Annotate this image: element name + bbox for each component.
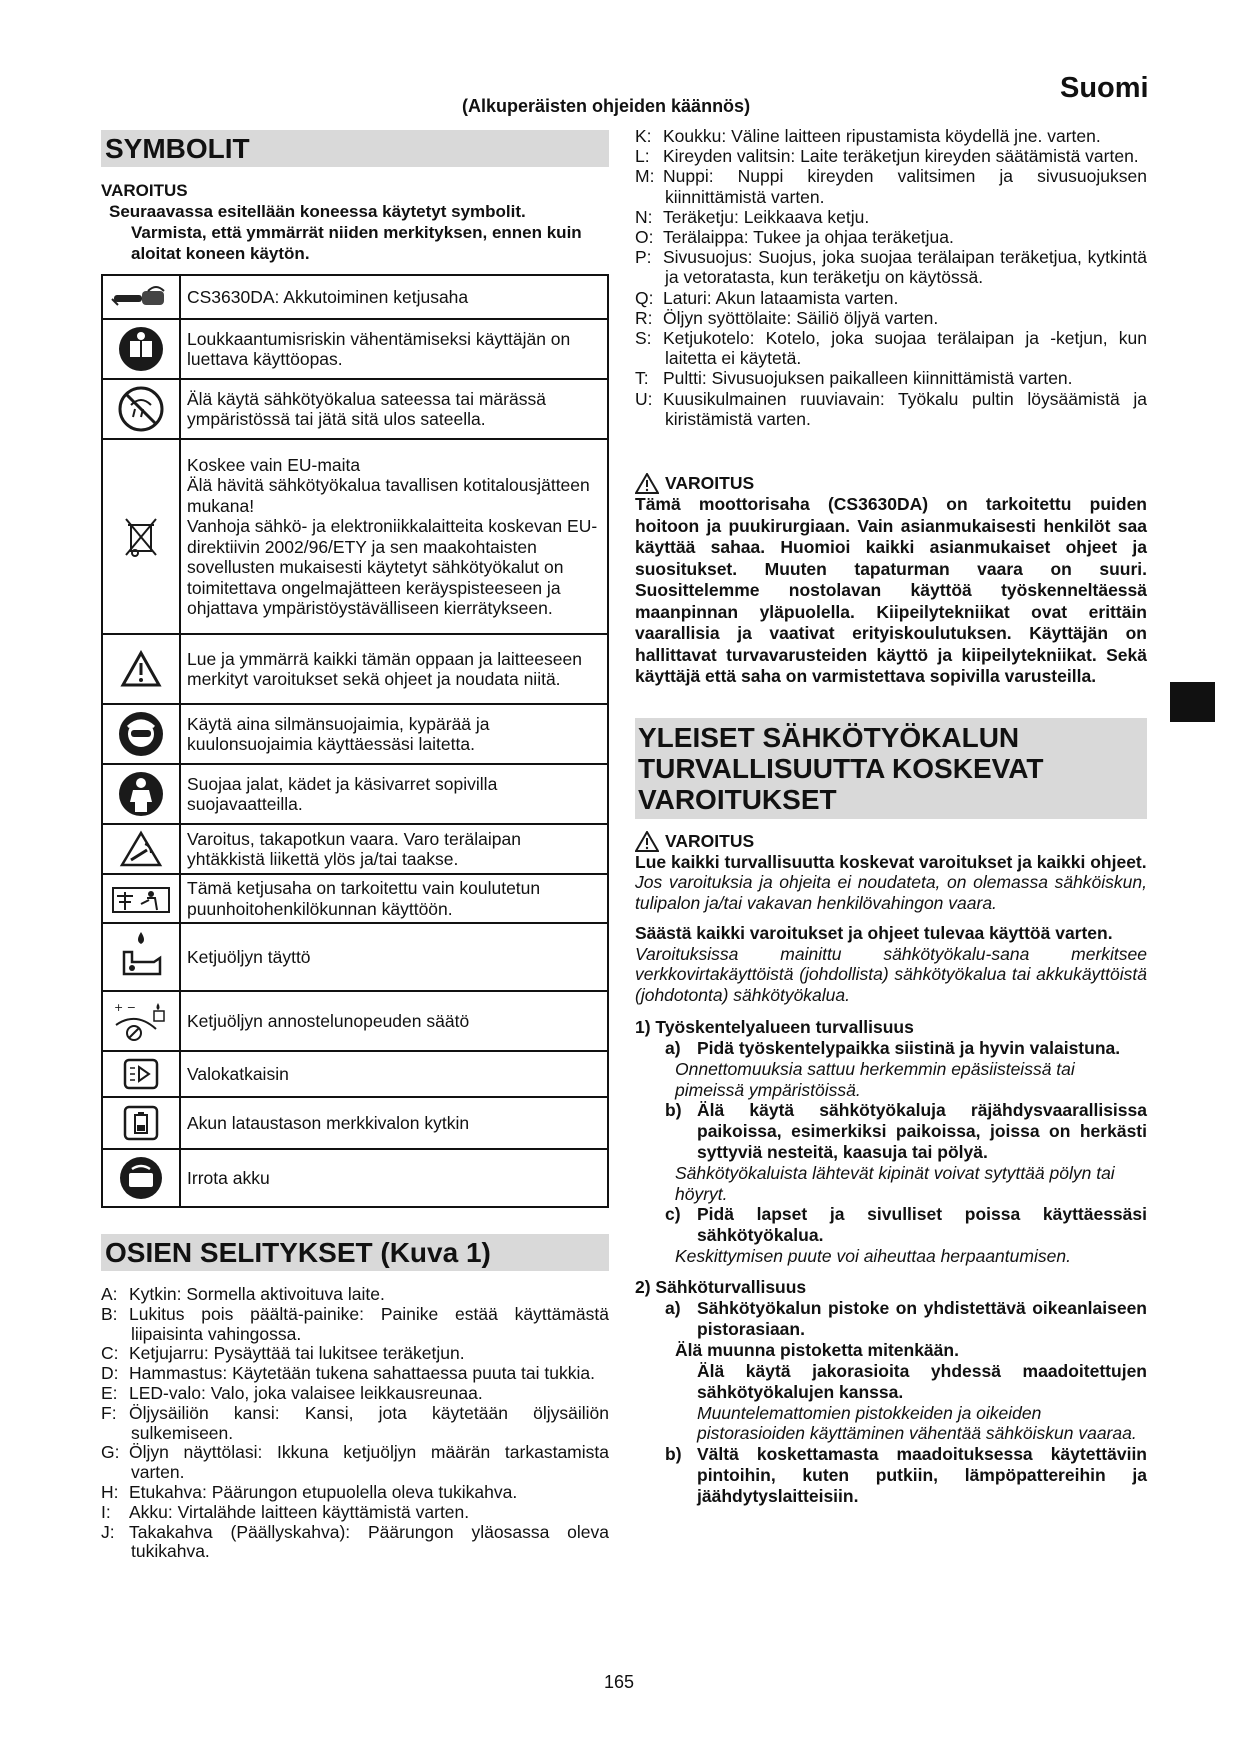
parts-item: K: Koukku: Väline laitteen ripustamista köydellä jne. varten. — [635, 126, 1101, 146]
symbol-text: Koskee vain EU-maita Älä hävitä sähkötyökalua tavallisen kotitalousjätteen mukana! Vanhoja sähkö- ja elektroniikkalaitteita koskevan EU-direktiivin 2002/96/ETY ja sen maakohtaisten sovellusten mukaisesti käytetyt sähkötyökalut on toimitettava ongelmajätteen keräyspisteeseen ja ohjattava ympäristöystävälliseen kierrätykseen. — [180, 439, 608, 634]
svg-text:+ −: + − — [114, 1001, 136, 1014]
parts-item: U: Kuusikulmainen ruuviavain: Työkalu pultin löysäämistä ja kiristämistä varten. — [635, 388, 1147, 429]
symbol-row — [102, 319, 608, 379]
symbol-text: Lue ja ymmärrä kaikki tämän oppaan ja laitteeseen merkityt varoitukset sekä ohjeet ja noudata niitä. — [180, 634, 608, 704]
symbol-row — [102, 634, 608, 704]
symbol-row — [102, 874, 608, 923]
symbol-text: Valokatkaisin — [180, 1051, 608, 1097]
symbols-heading: SYMBOLIT — [101, 130, 609, 167]
symbol-row — [102, 439, 608, 634]
symbol-text: CS3630DA: Akkutoiminen ketjusaha — [180, 275, 608, 319]
parts-item: C: Ketjujarru: Pysäyttää tai lukitsee teräketjun. — [101, 1343, 465, 1364]
parts-heading: OSIEN SELITYKSET (Kuva 1) — [101, 1234, 609, 1271]
safety-item: c) Pidä lapset ja sivulliset poissa käyttäessäsi sähkötyökalua. — [665, 1204, 1147, 1246]
symbol-text: Loukkaantumisriskin vähentämiseksi käyttäjän on luettava käyttöopas. — [180, 319, 608, 379]
symbol-text: Irrota akku — [180, 1149, 608, 1207]
kickback-warning-icon — [102, 824, 180, 874]
symbol-row — [102, 704, 608, 764]
parts-item: D: Hammastus: Käytetään tukena sahattaessa puuta tai tukkia. — [101, 1363, 595, 1384]
general-safety-heading: YLEISET SÄHKÖTYÖKALUN TURVALLISUUTTA KOSKEVAT VAROITUKSET — [635, 718, 1147, 819]
translation-subtitle: (Alkuperäisten ohjeiden käännös) — [462, 96, 751, 116]
parts-item: L: Kireyden valitsin: Laite teräketjun kireyden säätämistä varten. — [635, 146, 1139, 167]
safety-note: Sähkötyökaluista lähtevät kipinät voivat sytyttää pölyn tai höyryt. — [675, 1163, 1115, 1204]
parts-item: J: Takakahva (Päällyskahva): Päärungon yläosassa oleva tukikahva. — [101, 1521, 609, 1562]
safety-item: b) Älä käytä sähkötyökaluja räjähdysvaarallisissa paikoissa, esimerkiksi paikoissa, joissa on herkästi syttyviä nesteitä, kaasuja tai pölyä. — [665, 1100, 1147, 1163]
warning-label: VAROITUS — [665, 830, 755, 851]
symbol-row — [102, 923, 608, 991]
symbols-warning-line1: Seuraavassa esitellään koneessa käytetyt symbolit. — [109, 202, 526, 221]
warning-box-text: Tämä moottorisaha (CS3630DA) on tarkoitettu puiden hoitoon ja puukirurgiaan. Vain asianmukaisesti henkilöt saa käyttää sahaa. Huomioi kaikki asianmukaiset ohjeet ja suositukset. Muuten tapaturman vaara on suuri. Suosittelemme nostolavan käyttöä työskenneltäessä maanpinnan yläpuolella. Kiipeilytekniikat ovat erittäin vaarallisia ja vaativat erityiskoulutuksen. Käyttäjän on hallittavat turvavarusteiden käyttö ja kiipeilytekniikat. Sekä käyttäjä että saha on varmistettava sopivilla varusteilla. — [635, 494, 1147, 687]
read-manual-icon — [102, 319, 180, 379]
no-rain-icon — [102, 379, 180, 439]
right-column — [635, 126, 1147, 1507]
symbol-text: Akun lataustason merkkivalon kytkin — [180, 1097, 608, 1149]
symbols-table — [101, 274, 609, 1208]
page-number: 165 — [604, 1672, 635, 1692]
symbols-warning-text — [101, 201, 609, 264]
left-column — [101, 130, 609, 1562]
read-all-note: Jos varoituksia ja ohjeita ei noudateta, on olemassa sähköiskun, tulipalon ja/tai vakavan henkilövahingon vaara. — [635, 872, 1147, 913]
chainsaw-icon — [102, 275, 180, 319]
general-safety-warning-title — [635, 831, 1147, 852]
remove-battery-icon — [102, 1149, 180, 1207]
parts-item: B: Lukitus pois päältä-painike: Painike estää käyttämästä liipaisinta vahingossa. — [101, 1303, 609, 1344]
parts-item: R: Öljyn syöttölaite: Säiliö öljyä varten. — [635, 307, 939, 328]
parts-item: S: Ketjukotelo: Kotelo, joka suojaa terälaipan ja -ketjun, kun laitetta ei käytetä. — [635, 328, 1147, 369]
parts-item: O: Terälaippa: Tukee ja ohjaa teräketjua. — [635, 227, 954, 248]
safety-note: Muuntelemattomien pistokkeiden ja oikeiden pistorasioiden käyttäminen vähentää sähköiskun vaaraa. — [697, 1402, 1137, 1444]
warning-triangle-icon — [102, 634, 180, 704]
safety-item: a) Pidä työskentelypaikka siistinä ja hyvin valaistuna. — [665, 1038, 1121, 1059]
safety-item-extra: Älä muunna pistoketta mitenkään. — [675, 1339, 959, 1360]
symbol-row — [102, 824, 608, 874]
safety-item-extra: Älä käytä jakorasioita yhdessä maadoitettujen sähkötyökalujen kanssa. — [697, 1360, 1147, 1402]
parts-item: H: Etukahva: Päärungon etupuolella oleva tukikahva. — [101, 1481, 518, 1502]
safety-item: a) Sähkötyökalun pistoke on yhdistettävä oikeanlaiseen pistorasiaan. — [665, 1297, 1147, 1339]
parts-item: T: Pultti: Sivusuojuksen paikalleen kiinnittämistä varten. — [635, 368, 1073, 389]
safety-note: Onnettomuuksia sattuu herkemmin epäsiisteissä tai pimeissä ympäristöissä. — [675, 1059, 1075, 1100]
save-instructions: Säästä kaikki varoitukset ja ohjeet tulevaa käyttöä varten. — [635, 923, 1113, 944]
safety-item: b) Vältä koskettamasta maadoituksessa käytettäviin pintoihin, kuten putkiin, lämpöpattereihin ja jäähdytyslaitteisiin. — [665, 1443, 1147, 1506]
weee-bin-icon — [102, 439, 180, 634]
battery-level-icon — [102, 1097, 180, 1149]
warning-triangle-icon — [635, 831, 659, 852]
safety-note: Keskittymisen puute voi aiheuttaa herpaantumisen. — [675, 1246, 1071, 1267]
symbol-row — [102, 275, 608, 319]
parts-item: N: Teräketju: Leikkaava ketju. — [635, 206, 870, 227]
parts-item: A: Kytkin: Sormella aktivoituva laite. — [101, 1284, 385, 1304]
language-label: Suomi — [1060, 72, 1149, 104]
work-area-safety-list — [635, 1038, 1147, 1267]
language-thumb-tab — [1170, 682, 1215, 722]
symbol-row — [102, 764, 608, 824]
parts-item: I: Akku: Virtalähde laitteen käyttämistä varten. — [101, 1501, 470, 1522]
symbol-row — [102, 1149, 608, 1207]
read-all-warnings: Lue kaikki turvallisuutta koskevat varoitukset ja kaikki ohjeet. — [635, 851, 1147, 872]
head-protection-icon — [102, 704, 180, 764]
body-protection-icon — [102, 764, 180, 824]
warning-box-title — [635, 473, 1147, 494]
parts-item: E: LED-valo: Valo, joka valaisee leikkausreunaa. — [101, 1382, 483, 1403]
symbol-row — [102, 1097, 608, 1149]
parts-item: Q: Laturi: Akun lataamista varten. — [635, 287, 899, 308]
electrical-safety-title: 2) Sähköturvallisuus — [635, 1276, 807, 1297]
symbol-text: Käytä aina silmänsuojaimia, kypärää ja kuulonsuojaimia käyttäessäsi laitetta. — [180, 704, 608, 764]
symbol-text: Varoitus, takapotkun vaara. Varo terälaipan yhtäkkistä liikettä ylös ja/tai taakse. — [180, 824, 608, 874]
symbol-row — [102, 1051, 608, 1097]
warning-label: VAROITUS — [665, 473, 755, 494]
symbol-text: Suojaa jalat, kädet ja käsivarret sopivilla suojavaatteilla. — [180, 764, 608, 824]
symbol-row — [102, 379, 608, 439]
parts-item: F: Öljysäiliön kansi: Kansi, jota käytetään öljysäiliön sulkemiseen. — [101, 1402, 609, 1443]
symbol-text: Ketjuöljyn täyttö — [180, 923, 608, 991]
symbol-text: Tämä ketjusaha on tarkoitettu vain koulutetun puunhoitohenkilökunnan käyttöön. — [180, 874, 608, 923]
parts-item: P: Sivusuojus: Suojus, joka suojaa terälaipan teräketjua, kytkintä ja vetoratasta, kun teräketju on käytössä. — [635, 247, 1147, 288]
parts-item: G: Öljyn näyttölasi: Ikkuna ketjuöljyn määrän tarkastamista varten. — [101, 1442, 609, 1483]
parts-list-right — [635, 126, 1147, 429]
symbol-row — [102, 991, 608, 1051]
symbols-warning-label: VAROITUS — [101, 181, 188, 200]
save-instructions-note: Varoituksissa mainittu sähkötyökalu-sana merkitsee verkkovirtakäyttöistä (johdollista) sähkötyökalua tai akkukäyttöistä (johdotonta) sähkötyökalua. — [635, 943, 1147, 1005]
symbol-text: Älä käytä sähkötyökalua sateessa tai märässä ympäristössä tai jätä sitä ulos sateella. — [180, 379, 608, 439]
warning-triangle-icon — [635, 473, 659, 494]
symbols-warning-line2: Varmista, että ymmärrät niiden merkityksen, ennen kuin aloitat koneen käytön. — [131, 223, 582, 263]
oil-flow-adjust-icon — [102, 991, 180, 1051]
light-switch-icon — [102, 1051, 180, 1097]
electrical-safety-list — [635, 1298, 1147, 1507]
chain-oil-fill-icon — [102, 923, 180, 991]
tree-service-icon — [102, 874, 180, 923]
parts-item: M: Nuppi: Nuppi kireyden valitsimen ja sivusuojuksen kiinnittämistä varten. — [635, 166, 1147, 207]
work-area-safety-title: 1) Työskentelyalueen turvallisuus — [635, 1017, 914, 1038]
symbol-text: Ketjuöljyn annostelunopeuden säätö — [180, 991, 608, 1051]
parts-list-left — [101, 1285, 609, 1562]
